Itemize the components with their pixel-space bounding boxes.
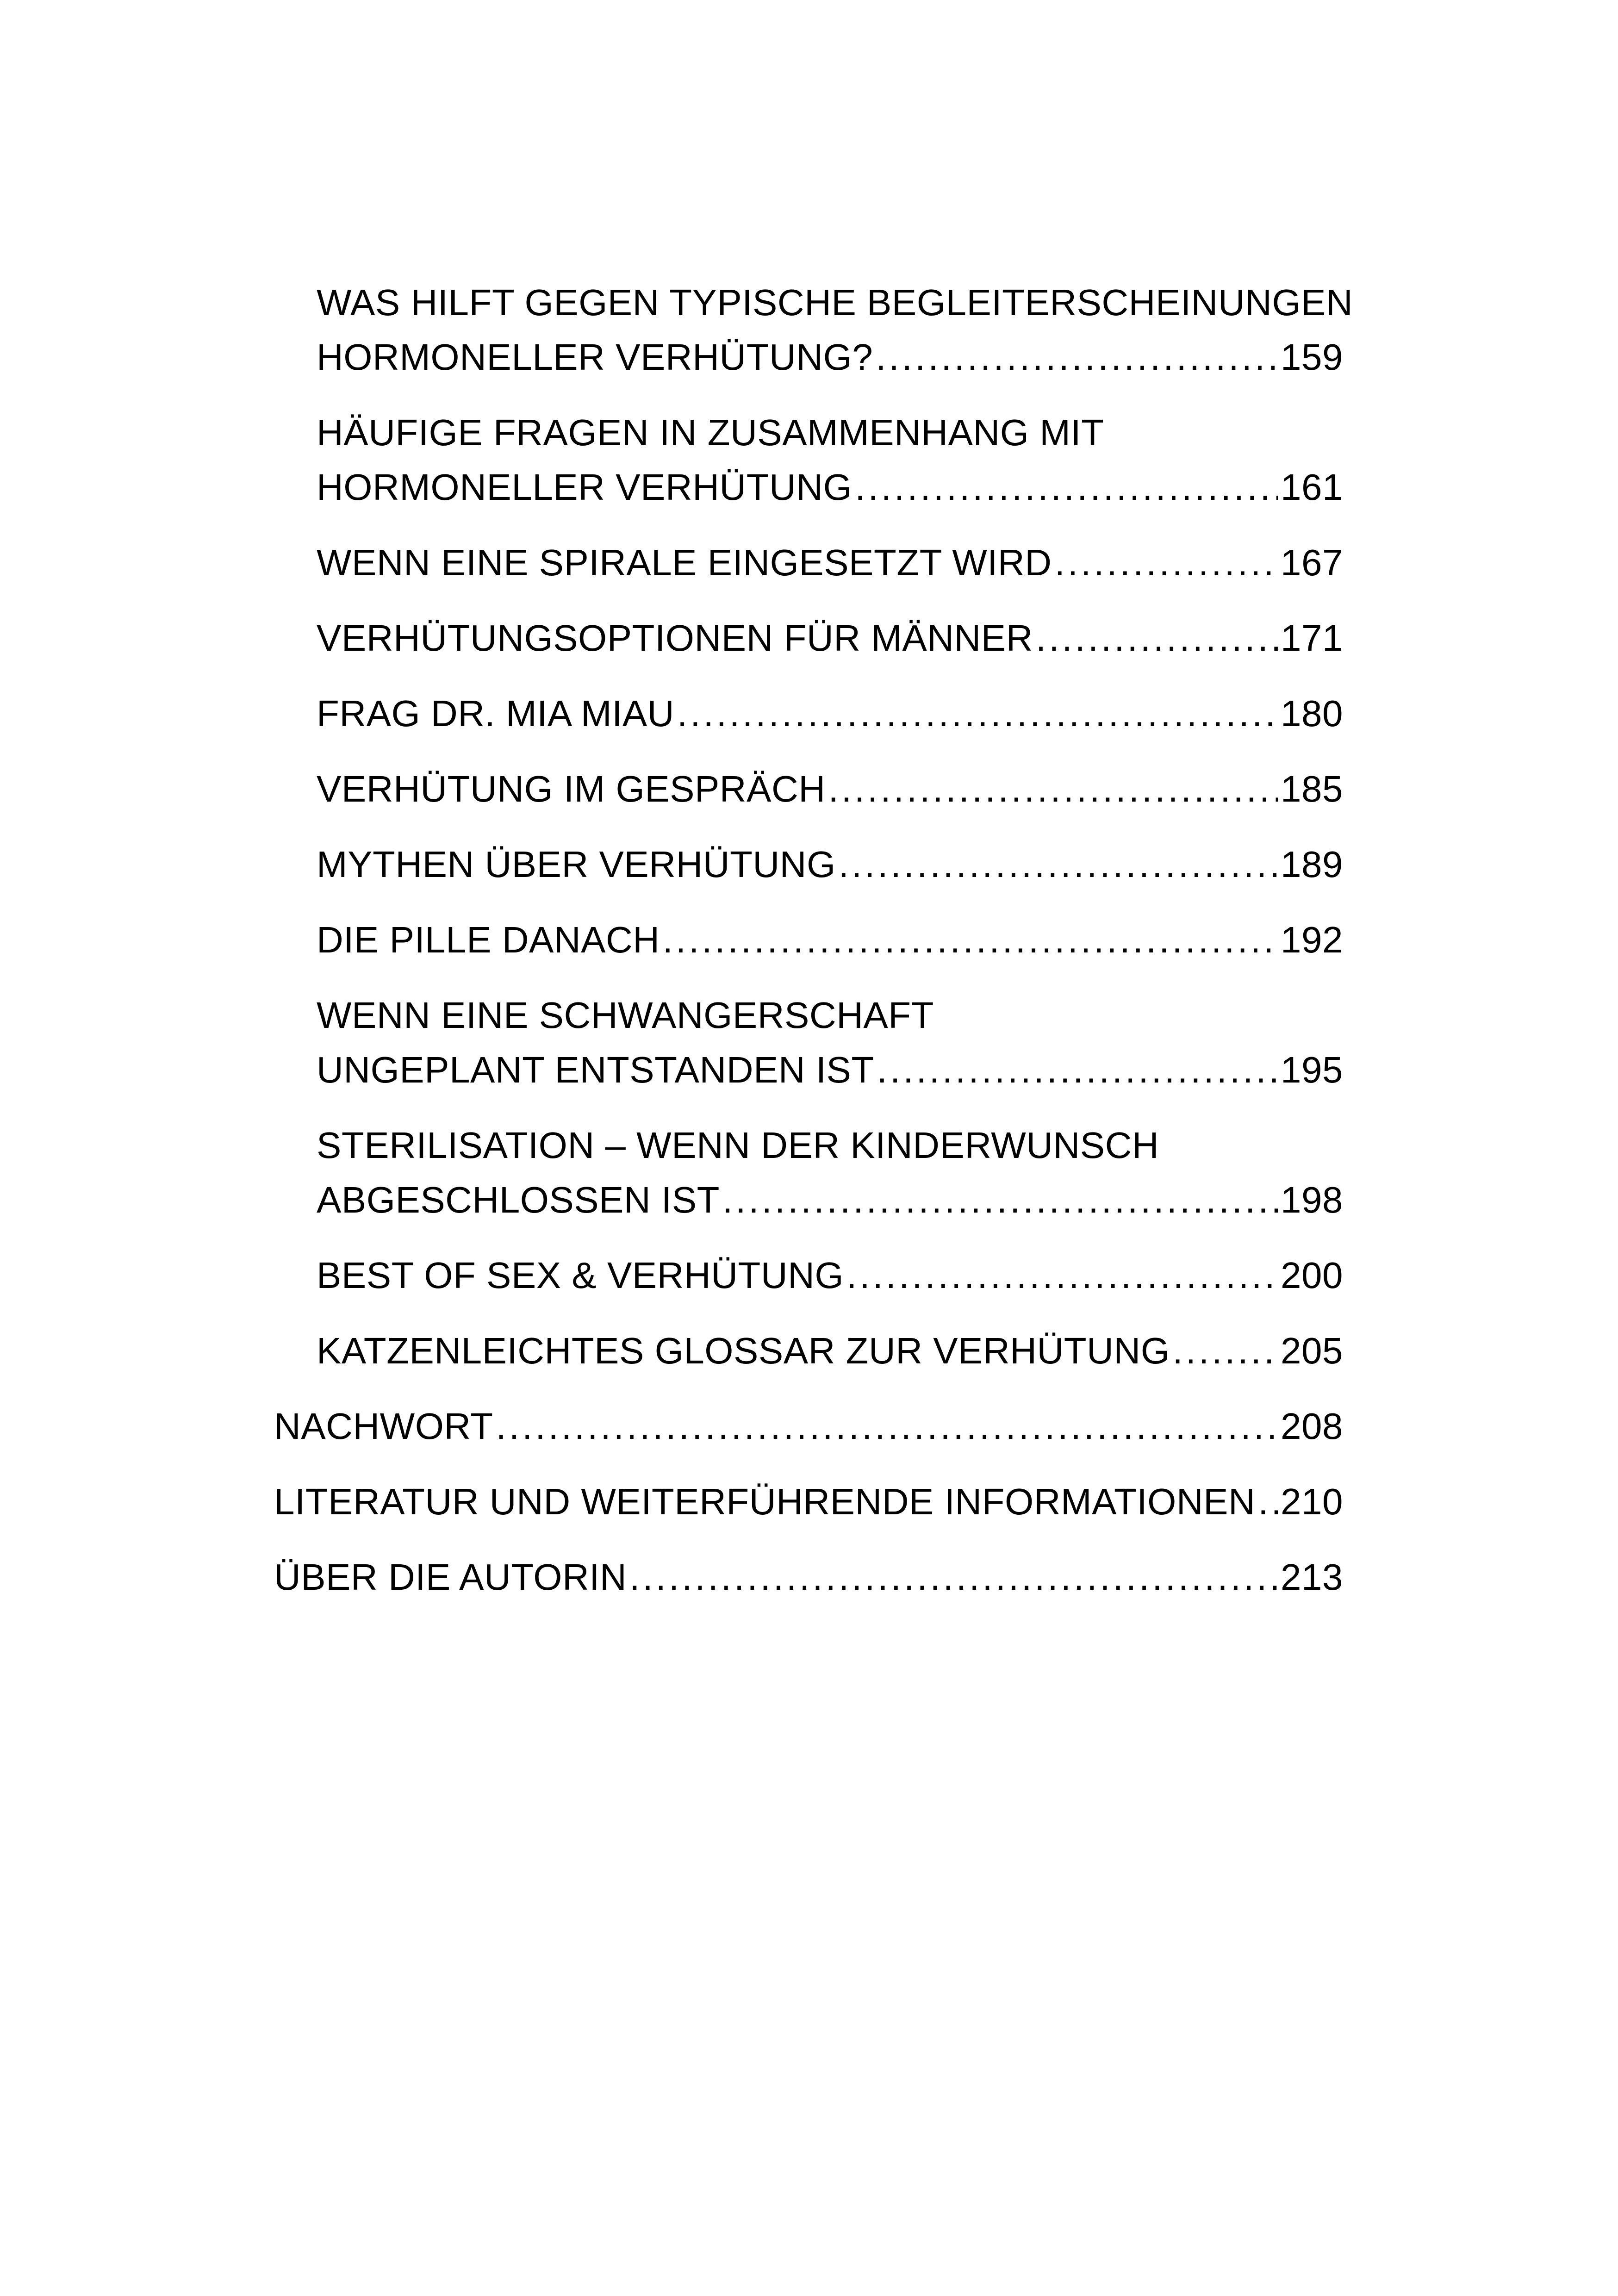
toc-entry-page-number: 210	[1281, 1481, 1343, 1522]
toc-entry-title: LITERATUR UND WEITERFÜHRENDE INFORMATIONEN	[274, 1481, 1256, 1522]
toc-entry-page-number: 185	[1281, 768, 1343, 809]
toc-entry[interactable]	[317, 837, 1343, 892]
toc-entry-title: WENN EINE SPIRALE EINGESETZT WIRD	[317, 542, 1052, 583]
toc-entry[interactable]	[317, 1248, 1343, 1303]
toc-entry[interactable]	[317, 913, 1343, 967]
dot-leader	[677, 686, 1278, 741]
toc-entry[interactable]	[317, 1118, 1343, 1227]
toc-entry-page-number: 189	[1281, 844, 1343, 885]
toc-entry-title-line1: WAS HILFT GEGEN TYPISCHE BEGLEITERSCHEINUNGEN	[317, 282, 1353, 323]
toc-entry-title: VERHÜTUNGSOPTIONEN FÜR MÄNNER	[317, 617, 1033, 659]
toc-entry-page-number: 198	[1281, 1179, 1343, 1220]
dot-leader	[1258, 1475, 1278, 1529]
toc-entry-page-number: 200	[1281, 1255, 1343, 1296]
toc-entry-title: NACHWORT	[274, 1406, 493, 1447]
dot-leader	[722, 1173, 1278, 1227]
toc-entry-page-number: 205	[1281, 1330, 1343, 1371]
toc-entry-page-number: 192	[1281, 919, 1343, 960]
dot-leader	[846, 1248, 1278, 1303]
toc-entry-title: KATZENLEICHTES GLOSSAR ZUR VERHÜTUNG	[317, 1330, 1170, 1371]
toc-entry-page-number: 167	[1281, 542, 1343, 583]
toc-entry-title: ÜBER DIE AUTORIN	[274, 1556, 627, 1598]
dot-leader	[828, 762, 1278, 816]
toc-entry-page-number: 180	[1281, 693, 1343, 734]
toc-entry[interactable]	[274, 1475, 1343, 1529]
toc-entry-title: ABGESCHLOSSEN IST	[317, 1179, 720, 1220]
toc-entry-title: FRAG DR. MIA MIAU	[317, 693, 674, 734]
toc-entry-page-number: 213	[1281, 1556, 1343, 1598]
dot-leader	[855, 460, 1278, 515]
dot-leader	[663, 913, 1278, 967]
toc-entry[interactable]	[274, 1399, 1343, 1454]
toc-entry-title: MYTHEN ÜBER VERHÜTUNG	[317, 844, 836, 885]
toc-entry-title-line1: WENN EINE SCHWANGERSCHAFT	[317, 995, 934, 1036]
dot-leader	[629, 1550, 1278, 1605]
dot-leader	[877, 1043, 1278, 1097]
toc-entry[interactable]	[317, 535, 1343, 590]
toc-entry-title-line1: STERILISATION – WENN DER KINDERWUNSCH	[317, 1125, 1159, 1166]
toc-entry[interactable]	[317, 275, 1353, 385]
dot-leader	[1036, 611, 1278, 666]
toc-entry-page-number: 208	[1281, 1406, 1343, 1447]
table-of-contents	[274, 275, 1353, 1625]
dot-leader	[839, 837, 1278, 892]
toc-entry-page-number: 171	[1281, 617, 1343, 659]
toc-entry-title: VERHÜTUNG IM GESPRÄCH	[317, 768, 826, 809]
dot-leader	[1172, 1324, 1278, 1378]
toc-entry-page-number: 161	[1281, 467, 1343, 508]
toc-entry[interactable]	[317, 686, 1343, 741]
toc-entry[interactable]	[317, 988, 1343, 1097]
toc-entry[interactable]	[317, 1324, 1343, 1378]
toc-entry[interactable]	[317, 611, 1343, 666]
toc-entry-title: HORMONELLER VERHÜTUNG?	[317, 336, 873, 378]
toc-entry-title: BEST OF SEX & VERHÜTUNG	[317, 1255, 844, 1296]
toc-entry-title-line1: HÄUFIGE FRAGEN IN ZUSAMMENHANG MIT	[317, 412, 1104, 453]
dot-leader	[876, 330, 1278, 385]
toc-entry[interactable]	[317, 762, 1343, 816]
dot-leader	[1055, 535, 1278, 590]
toc-entry-title: UNGEPLANT ENTSTANDEN IST	[317, 1049, 874, 1090]
toc-entry[interactable]	[274, 1550, 1343, 1605]
toc-entry-page-number: 195	[1281, 1049, 1343, 1090]
toc-entry-page-number: 159	[1281, 336, 1343, 378]
toc-entry-title: HORMONELLER VERHÜTUNG	[317, 467, 853, 508]
toc-entry[interactable]	[317, 405, 1343, 515]
toc-entry-title: DIE PILLE DANACH	[317, 919, 660, 960]
dot-leader	[496, 1399, 1278, 1454]
